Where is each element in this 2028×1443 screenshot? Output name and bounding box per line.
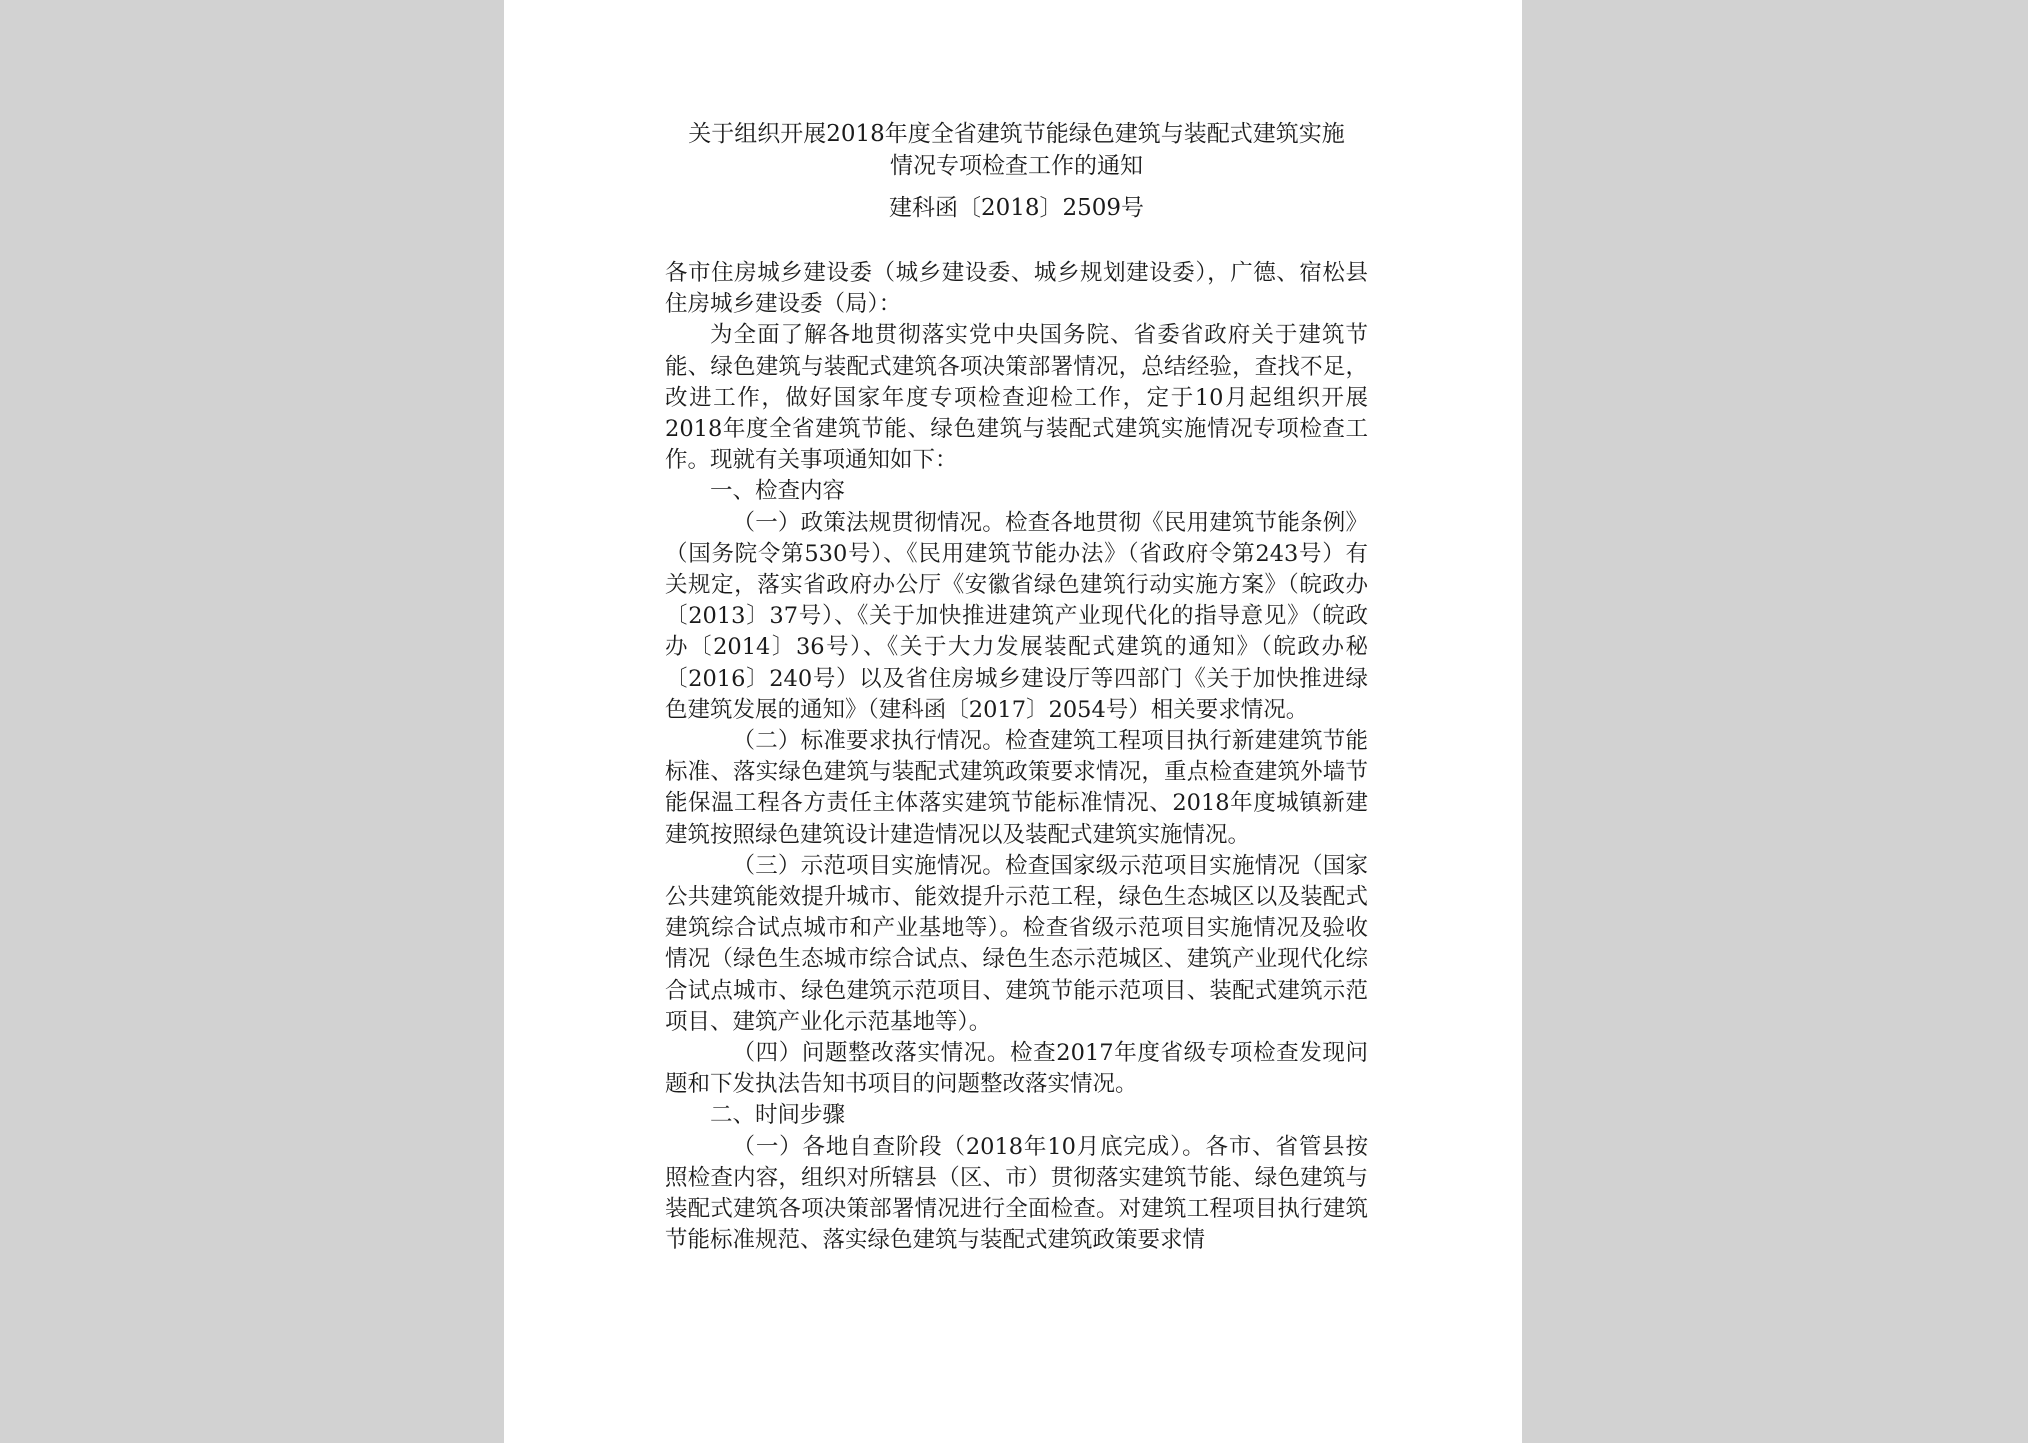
title-line-2: 情况专项检查工作的通知 bbox=[890, 153, 1143, 179]
section-heading-1: 一、检查内容 bbox=[710, 478, 846, 505]
paragraph-1-2: （二）标准要求执行情况。检查建筑工程项目执行新建建筑节能标准、落实绿色建筑与装配式建筑政策要求情况，重点检查建筑外墙节能保温工程各方责任主体落实建筑节能标准情况、2018年度城镇新建建筑按照绿色建筑设计建造情况以及装配式建筑实施情况。 bbox=[665, 728, 1368, 848]
document-body bbox=[665, 258, 1368, 1257]
document-page bbox=[504, 0, 1522, 1443]
paragraph-intro: 为全面了解各地贯彻落实党中央国务院、省委省政府关于建筑节能、绿色建筑与装配式建筑各项决策部署情况，总结经验，查找不足，改进工作，做好国家年度专项检查迎检工作，定于10月起组织开展2018年度全省建筑节能、绿色建筑与装配式建筑实施情况专项检查工作。现就有关事项通知如下： bbox=[665, 322, 1368, 474]
document-content bbox=[665, 118, 1368, 1257]
document-title bbox=[665, 118, 1368, 182]
paragraph-2-1: （一）各地自查阶段（2018年10月底完成）。各市、省管县按照检查内容，组织对所辖县（区、市）贯彻落实建筑节能、绿色建筑与装配式建筑各项决策部署情况进行全面检查。对建筑工程项目执行建筑节能标准规范、落实绿色建筑与装配式建筑政策要求情 bbox=[665, 1133, 1368, 1254]
paragraph-1-1: （一）政策法规贯彻情况。检查各地贯彻《民用建筑节能条例》（国务院令第530号）、《民用建筑节能办法》（省政府令第243号）有关规定，落实省政府办公厅《安徽省绿色建筑行动实施方案》（皖政办〔2013〕37号）、《关于加快推进建筑产业现代化的指导意见》（皖政办〔2014〕36号）、《关于大力发展装配式建筑的通知》（皖政办秘〔2016〕240号）以及省住房城乡建设厅等四部门《关于加快推进绿色建筑发展的通知》（建科函〔2017〕2054号）相关要求情况。 bbox=[665, 509, 1368, 723]
paragraph-1-4: （四）问题整改落实情况。检查2017年度省级专项检查发现问题和下发执法告知书项目的问题整改落实情况。 bbox=[665, 1040, 1368, 1098]
section-heading-2: 二、时间步骤 bbox=[710, 1102, 846, 1129]
document-number: 建科函〔2018〕2509号 bbox=[888, 195, 1145, 221]
title-line-1: 关于组织开展2018年度全省建筑节能绿色建筑与装配式建筑实施 bbox=[688, 121, 1345, 147]
addressee: 各市住房城乡建设委（城乡建设委、城乡规划建设委），广德、宿松县住房城乡建设委（局）： bbox=[665, 260, 1368, 318]
paragraph-1-3: （三）示范项目实施情况。检查国家级示范项目实施情况（国家公共建筑能效提升城市、能效提升示范工程，绿色生态城区以及装配式建筑综合试点城市和产业基地等）。检查省级示范项目实施情况及验收情况（绿色生态城市综合试点、绿色生态示范城区、建筑产业现代化综合试点城市、绿色建筑示范项目、建筑节能示范项目、装配式建筑示范项目、建筑产业化示范基地等）。 bbox=[665, 852, 1368, 1035]
